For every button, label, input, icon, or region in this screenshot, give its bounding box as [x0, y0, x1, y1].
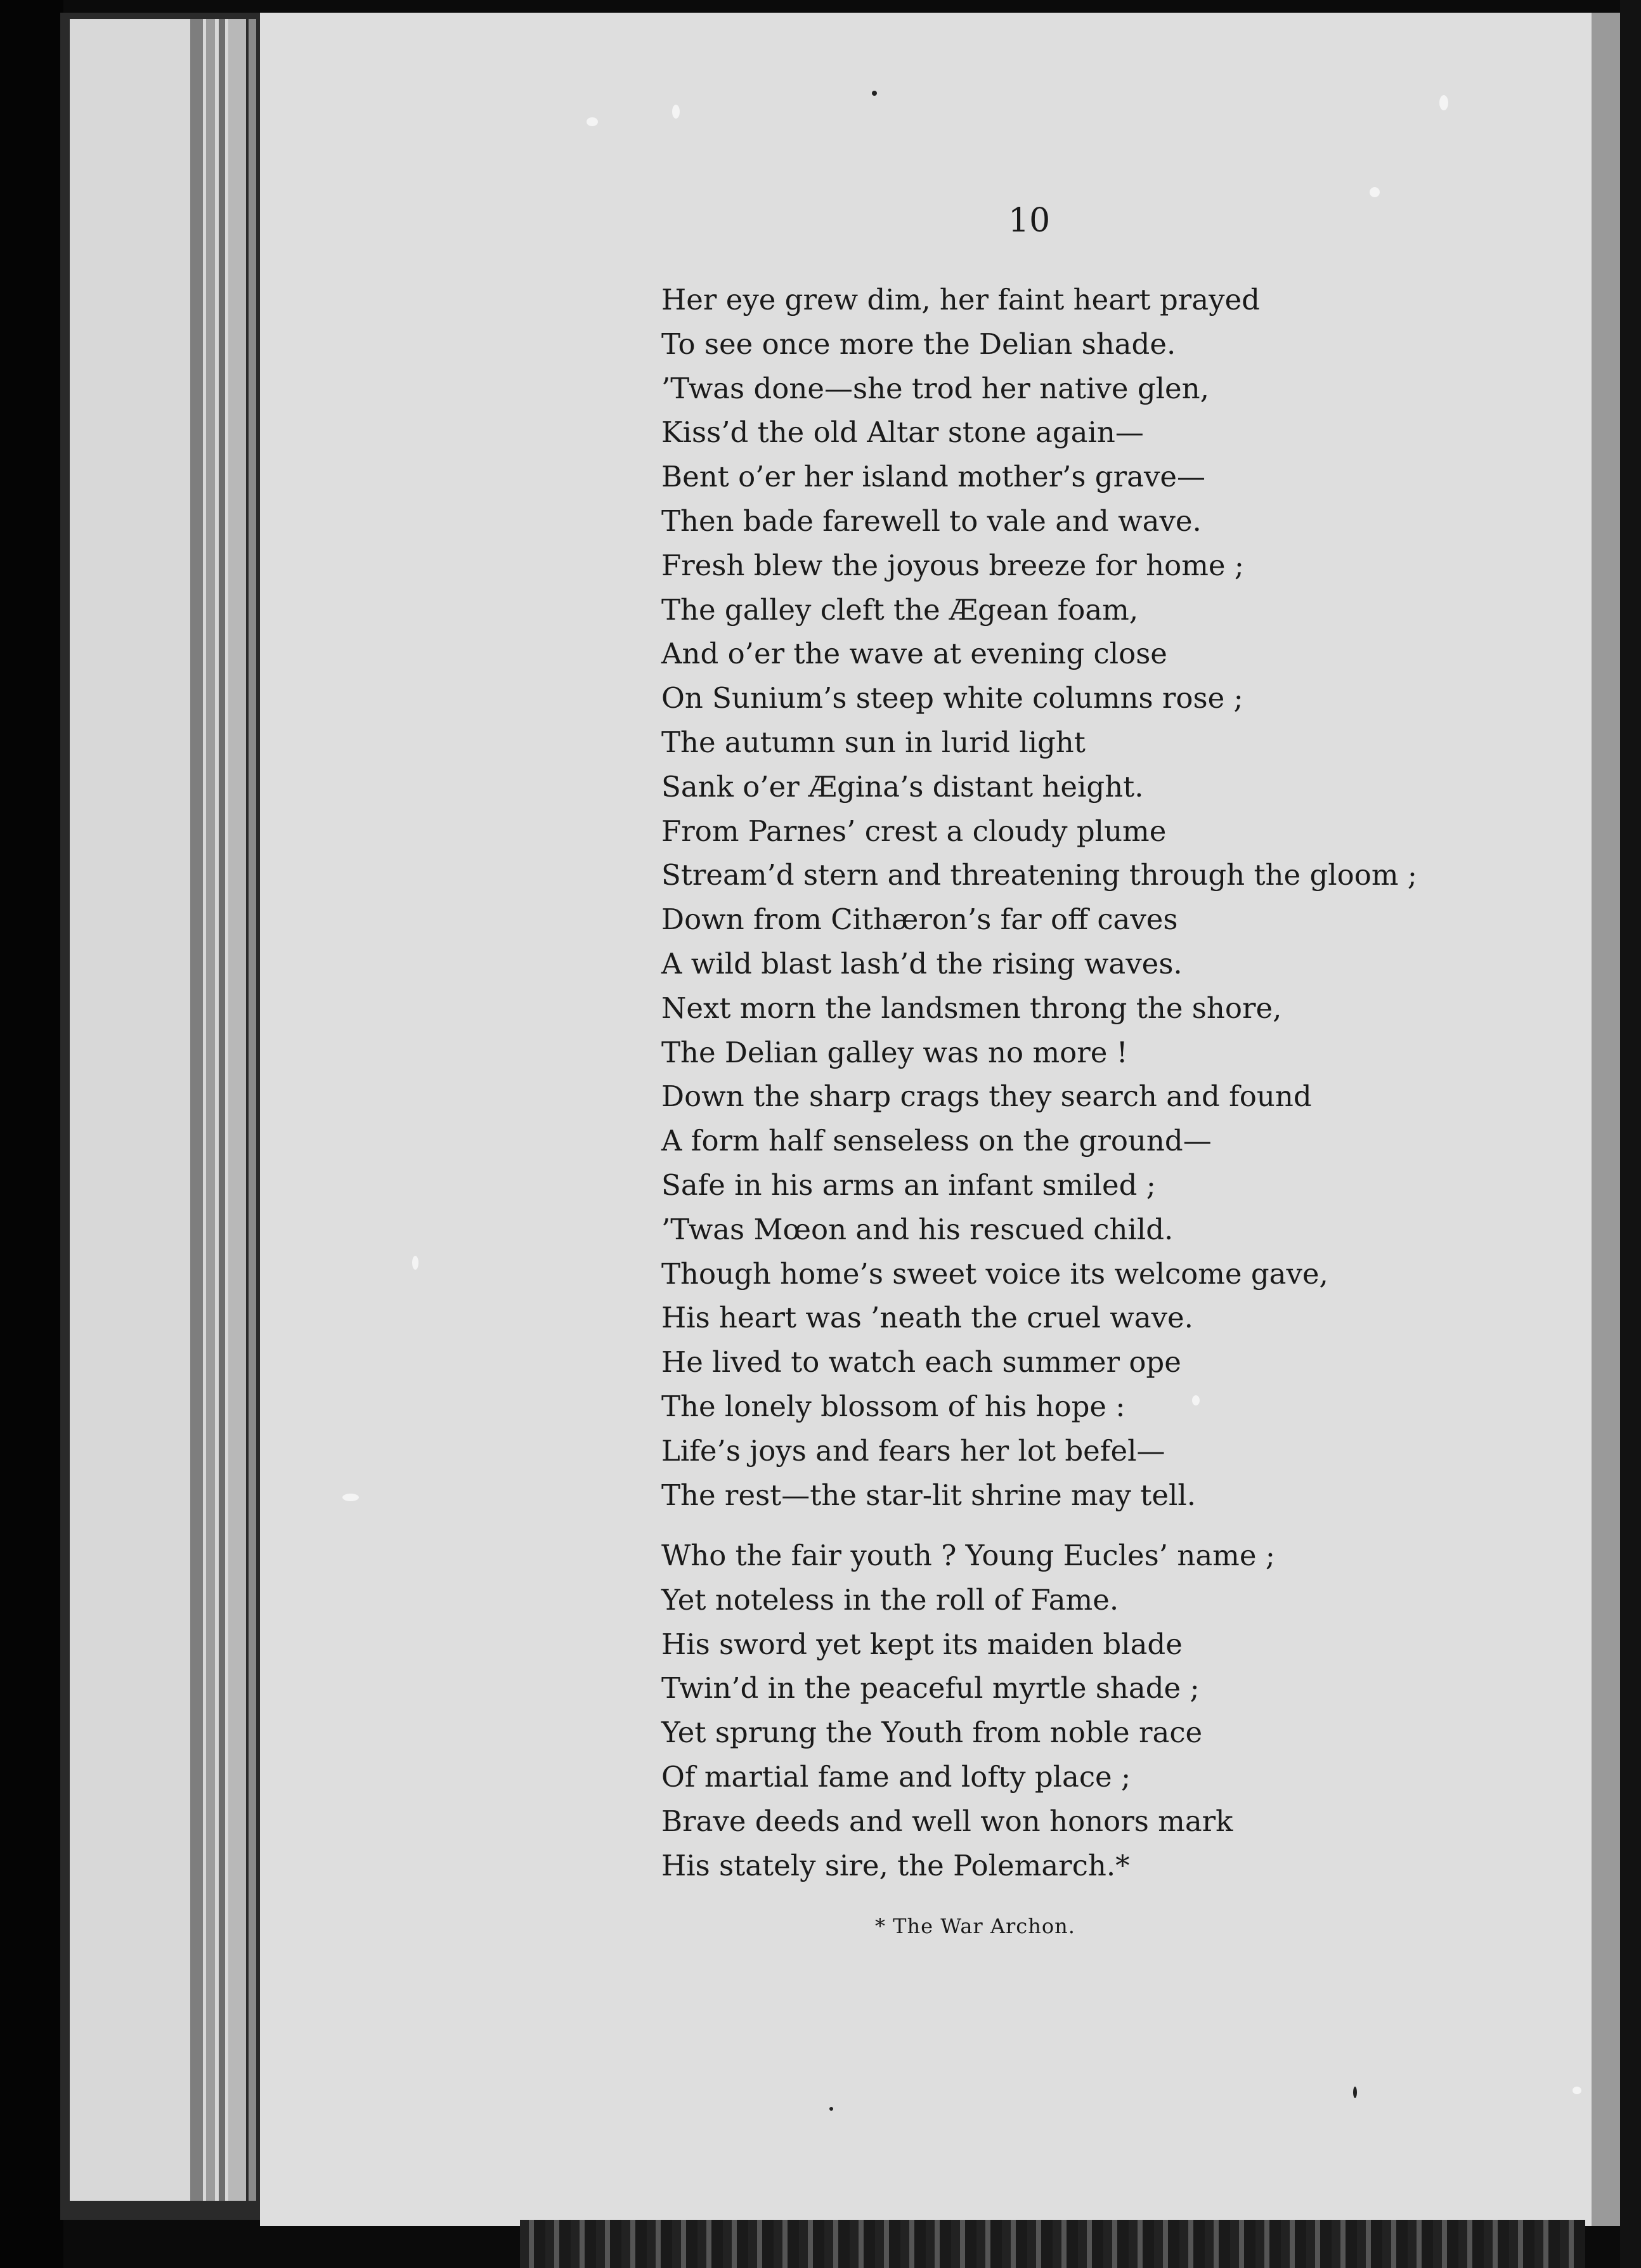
poem-line: From Parnes’ crest a cloudy plume [661, 814, 1167, 848]
dust-speck [412, 1256, 418, 1270]
poem-line: Yet noteless in the roll of Fame. [661, 1582, 1119, 1617]
page-edge [206, 19, 215, 2201]
poem-stanza-1 [661, 278, 1417, 1517]
footnote: * The War Archon. [875, 1914, 1075, 1938]
poem-line: ’Twas done—she trod her native glen, [661, 371, 1209, 405]
scan-frame-left [0, 0, 63, 2268]
poem-line: The lonely blossom of his hope : [661, 1389, 1125, 1423]
poem-line: ’Twas Mœon and his rescued child. [661, 1212, 1174, 1246]
poem-line: The galley cleft the Ægean foam, [661, 592, 1139, 627]
poem-line: His sword yet kept its maiden blade [661, 1627, 1183, 1661]
poem-line: Next morn the landsmen throng the shore, [661, 991, 1282, 1025]
poem-line: His stately sire, the Polemarch.* [661, 1848, 1130, 1882]
poem-line: Brave deeds and well won honors mark [661, 1804, 1233, 1838]
poem-line: His heart was ’neath the cruel wave. [661, 1301, 1193, 1335]
poem-line: The Delian galley was no more ! [661, 1035, 1128, 1069]
dust-speck [1370, 187, 1380, 197]
poem-line: Sank o’er Ægina’s distant height. [661, 769, 1144, 804]
scan-frame-right [1620, 0, 1641, 2268]
poem-line: Stream’d stern and threatening through the gloom ; [661, 858, 1417, 892]
poem-line: Safe in his arms an infant smiled ; [661, 1168, 1156, 1202]
binding-strip [520, 2220, 1585, 2268]
poem-line: Fresh blew the joyous breeze for home ; [661, 548, 1244, 582]
page-number: 10 [1008, 202, 1051, 240]
poem-line: He lived to watch each summer ope [661, 1345, 1181, 1379]
dust-speck [672, 105, 680, 119]
poem-line: Who the fair youth ? Young Eucles’ name ; [661, 1539, 1275, 1572]
ink-speck [872, 91, 877, 96]
poem-line: And o’er the wave at evening close [661, 637, 1167, 671]
poem-stanza-2 [661, 1534, 1275, 1887]
poem-line: Down the sharp crags they search and found [661, 1079, 1312, 1114]
poem-line: Yet sprung the Youth from noble race [661, 1716, 1203, 1750]
ink-speck [1353, 2087, 1357, 2098]
poem-line: Down from Cithæron’s far off caves [661, 903, 1178, 937]
page-edge [190, 19, 203, 2201]
poem-line: Though home’s sweet voice its welcome gave, [661, 1256, 1328, 1291]
poem-line: A wild blast lash’d the rising waves. [661, 946, 1183, 981]
ink-speck [829, 2107, 833, 2111]
poem-line: The rest—the star-lit shrine may tell. [661, 1478, 1197, 1512]
poem-line: Bent o’er her island mother’s grave— [661, 460, 1206, 494]
page-right-edge [1592, 13, 1620, 2226]
poem-line: Then bade farewell to vale and wave. [661, 504, 1202, 538]
dust-speck [587, 117, 598, 126]
dust-speck [1573, 2087, 1581, 2094]
poem-line: Life’s joys and fears her lot befel— [661, 1433, 1165, 1468]
poem-line: On Sunium’s steep white columns rose ; [661, 681, 1243, 715]
poem-line: The autumn sun in lurid light [661, 725, 1086, 759]
page-edge [249, 19, 256, 2201]
poem-line: Kiss’d the old Altar stone again— [661, 415, 1144, 450]
poem-line: To see once more the Delian shade. [661, 327, 1176, 361]
page-edge [228, 19, 246, 2201]
dust-speck [342, 1494, 359, 1501]
poem-line: Her eye grew dim, her faint heart prayed [661, 283, 1260, 316]
poem-line: Twin’d in the peaceful myrtle shade ; [661, 1671, 1200, 1705]
dust-speck [1439, 95, 1448, 110]
poem-line: A form half senseless on the ground— [661, 1124, 1212, 1158]
page-edge [219, 19, 225, 2201]
dust-speck [1192, 1395, 1200, 1405]
poem-line: Of martial fame and lofty place ; [661, 1759, 1131, 1794]
